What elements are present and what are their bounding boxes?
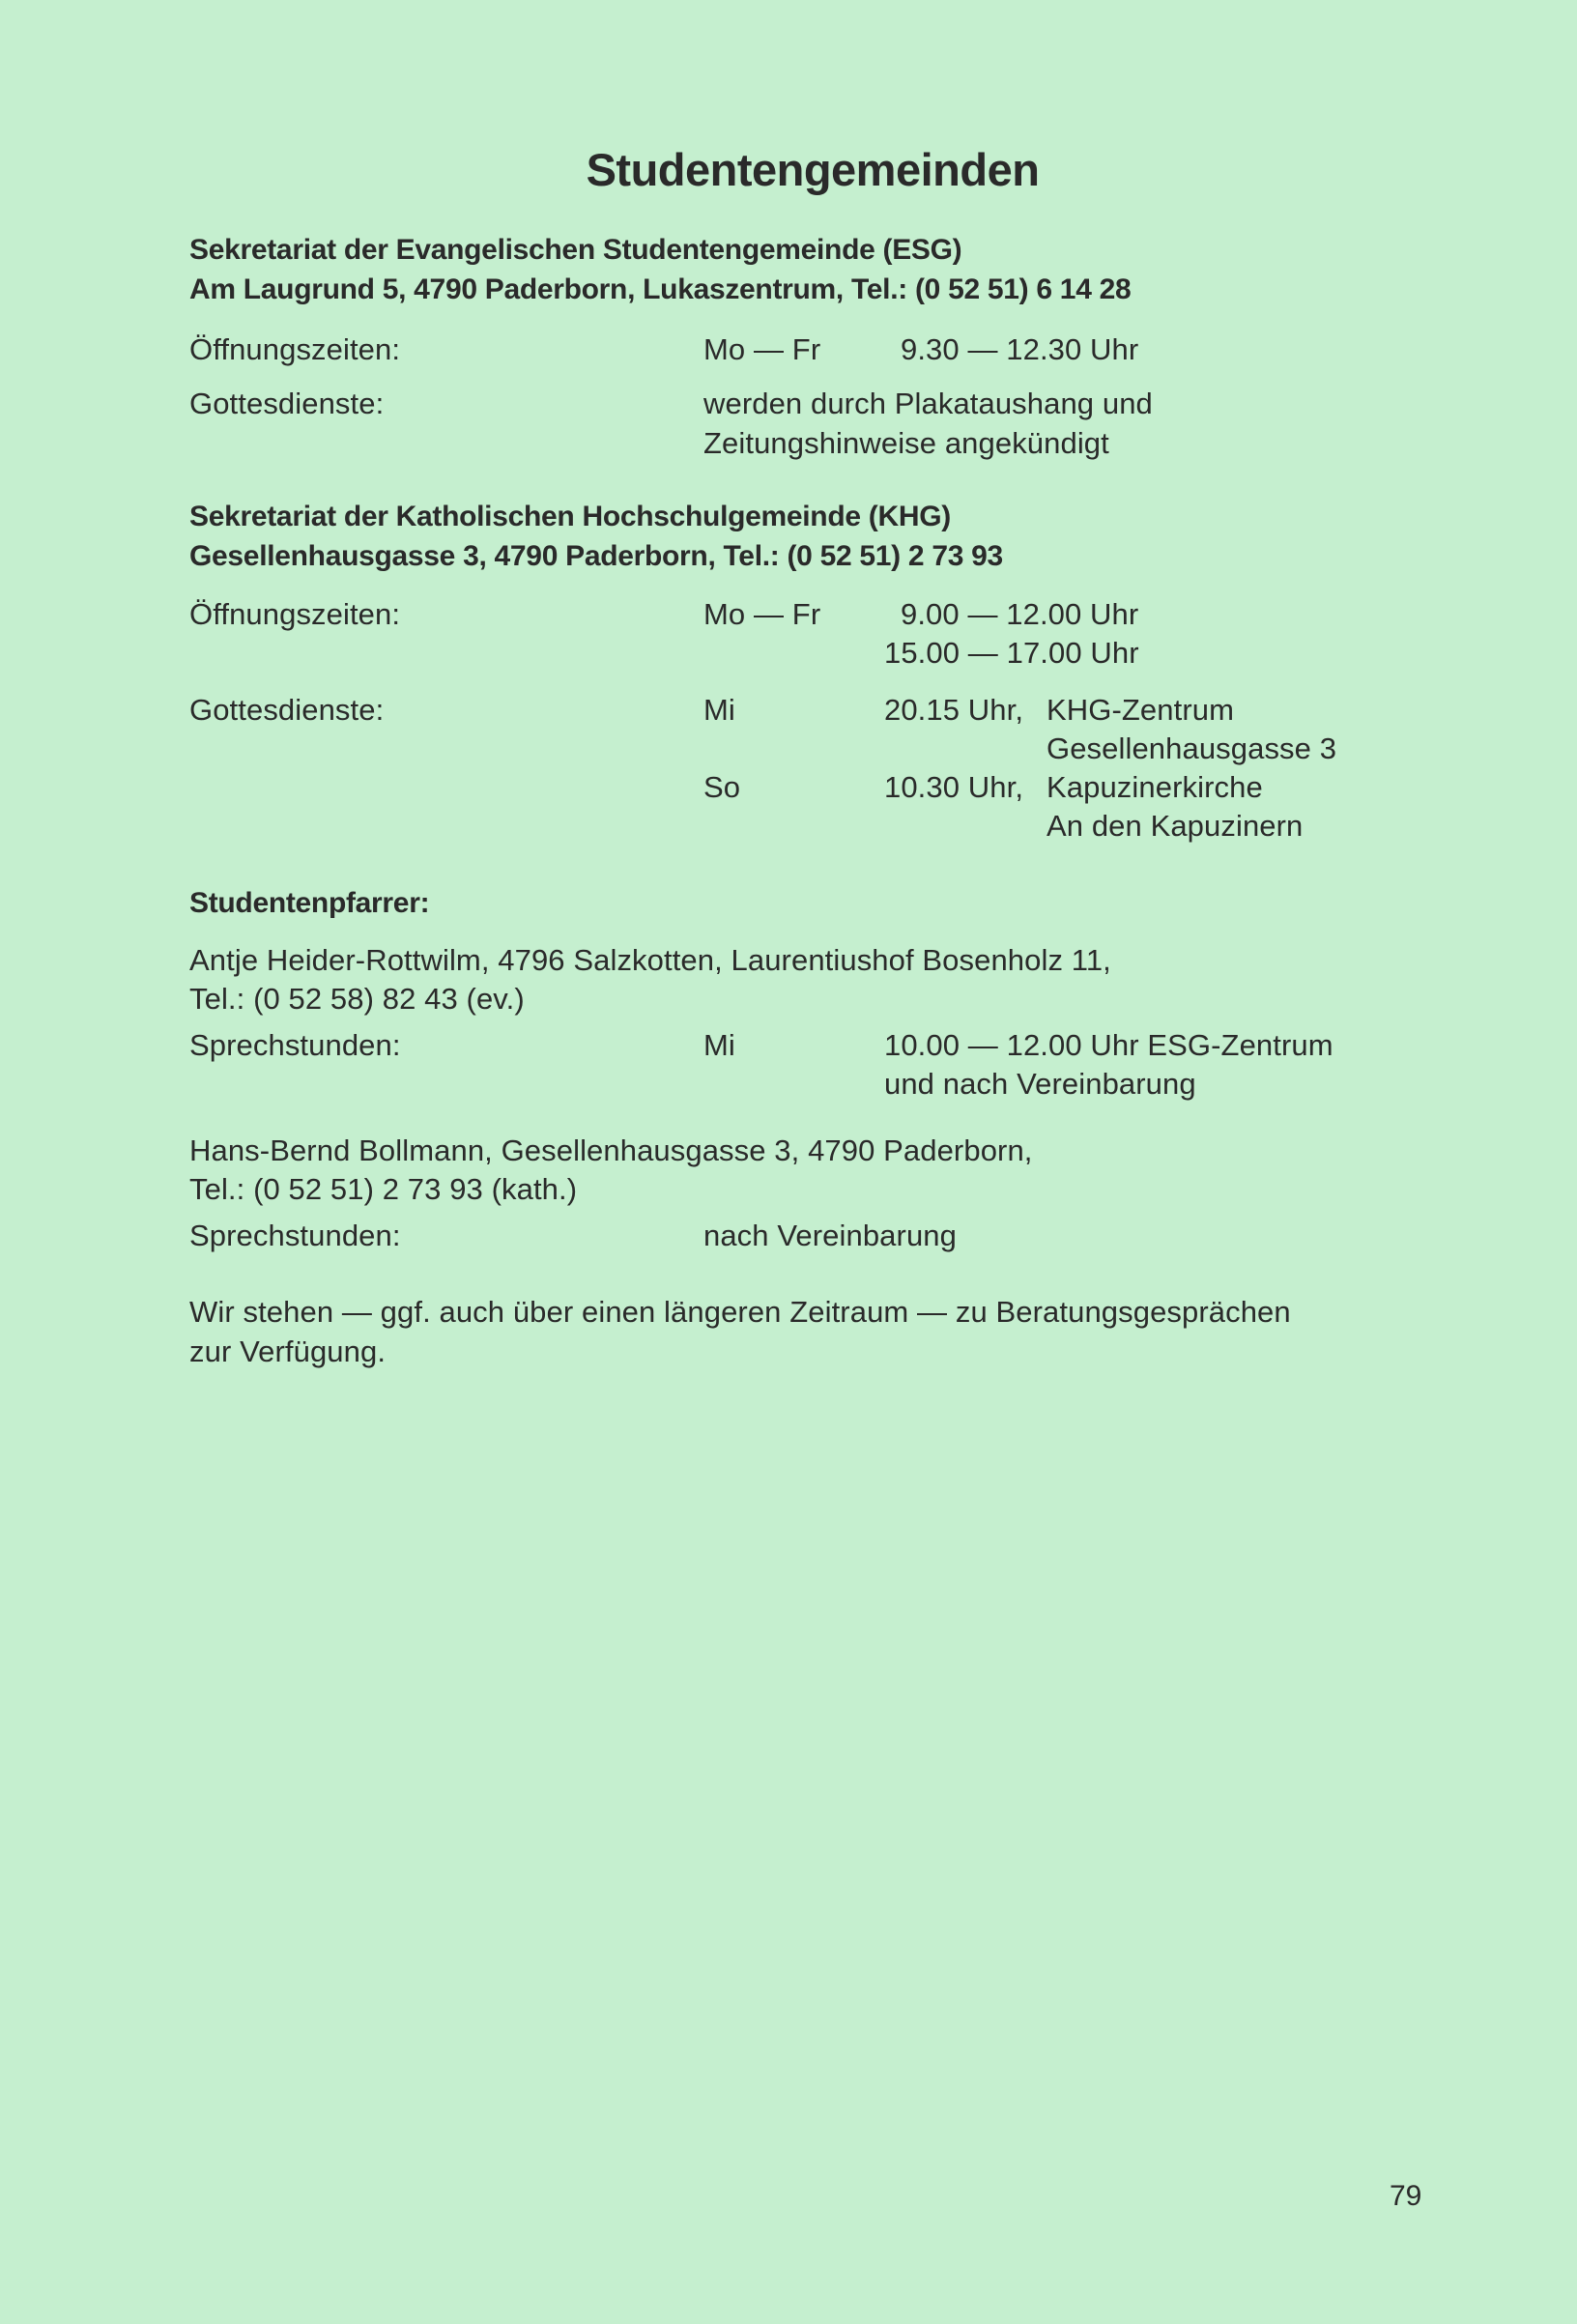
- esg-hours-label: Öffnungszeiten:: [189, 332, 401, 366]
- esg-services-line2: Zeitungshinweise angekündigt: [703, 426, 1109, 460]
- khg-service2-place2: An den Kapuzinern: [1047, 809, 1304, 843]
- pastor1-hours-line2: und nach Vereinbarung: [884, 1067, 1196, 1101]
- esg-hours-time: 9.30 — 12.30 Uhr: [901, 332, 1139, 366]
- pastor1-hours-label: Sprechstunden:: [189, 1028, 401, 1062]
- pastor2-hours-label: Sprechstunden:: [189, 1219, 401, 1252]
- khg-hours-time1: 9.00 — 12.00 Uhr: [901, 597, 1139, 631]
- khg-hours-label: Öffnungszeiten:: [189, 597, 401, 631]
- page-number: 79: [1390, 2180, 1422, 2212]
- pastor1-hours-line1: 10.00 — 12.00 Uhr ESG-Zentrum: [884, 1028, 1333, 1062]
- esg-hours-days: Mo — Fr: [703, 332, 821, 366]
- khg-service1-day: Mi: [703, 693, 735, 727]
- khg-service1-place2: Gesellenhausgasse 3: [1047, 732, 1337, 765]
- khg-service2-place1: Kapuzinerkirche: [1047, 770, 1263, 804]
- khg-heading-line2: Gesellenhausgasse 3, 4790 Paderborn, Tel.: (0 52 51) 2 73 93: [189, 540, 1003, 572]
- khg-services-label: Gottesdienste:: [189, 693, 385, 727]
- pastor1-line1: Antje Heider-Rottwilm, 4796 Salzkotten, Laurentiushof Bosenholz 11,: [189, 943, 1111, 977]
- closing-line2: zur Verfügung.: [189, 1334, 387, 1368]
- khg-service1-time: 20.15 Uhr,: [884, 693, 1024, 727]
- khg-heading-line1: Sekretariat der Katholischen Hochschulgemeinde (KHG): [189, 501, 951, 532]
- esg-services-line1: werden durch Plakataushang und: [703, 387, 1153, 420]
- pastor2-line1: Hans-Bernd Bollmann, Gesellenhausgasse 3, 4790 Paderborn,: [189, 1133, 1033, 1167]
- pastor1-hours-day: Mi: [703, 1028, 735, 1062]
- esg-heading-line2: Am Laugrund 5, 4790 Paderborn, Lukaszentrum, Tel.: (0 52 51) 6 14 28: [189, 273, 1132, 305]
- pastor2-line2: Tel.: (0 52 51) 2 73 93 (kath.): [189, 1172, 578, 1206]
- khg-service1-place1: KHG-Zentrum: [1047, 693, 1235, 727]
- esg-services-label: Gottesdienste:: [189, 387, 385, 420]
- khg-hours-time2: 15.00 — 17.00 Uhr: [884, 636, 1139, 670]
- pastor2-hours-value: nach Vereinbarung: [703, 1219, 957, 1252]
- pastor1-line2: Tel.: (0 52 58) 82 43 (ev.): [189, 982, 525, 1016]
- esg-heading-line1: Sekretariat der Evangelischen Studentengemeinde (ESG): [189, 234, 962, 266]
- khg-service2-time: 10.30 Uhr,: [884, 770, 1024, 804]
- closing-line1: Wir stehen — ggf. auch über einen längeren Zeitraum — zu Beratungsgesprächen: [189, 1295, 1291, 1329]
- pastors-heading: Studentenpfarrer:: [189, 887, 430, 919]
- khg-service2-day: So: [703, 770, 741, 804]
- khg-hours-days: Mo — Fr: [703, 597, 821, 631]
- page-title: Studentengemeinden: [586, 144, 1040, 195]
